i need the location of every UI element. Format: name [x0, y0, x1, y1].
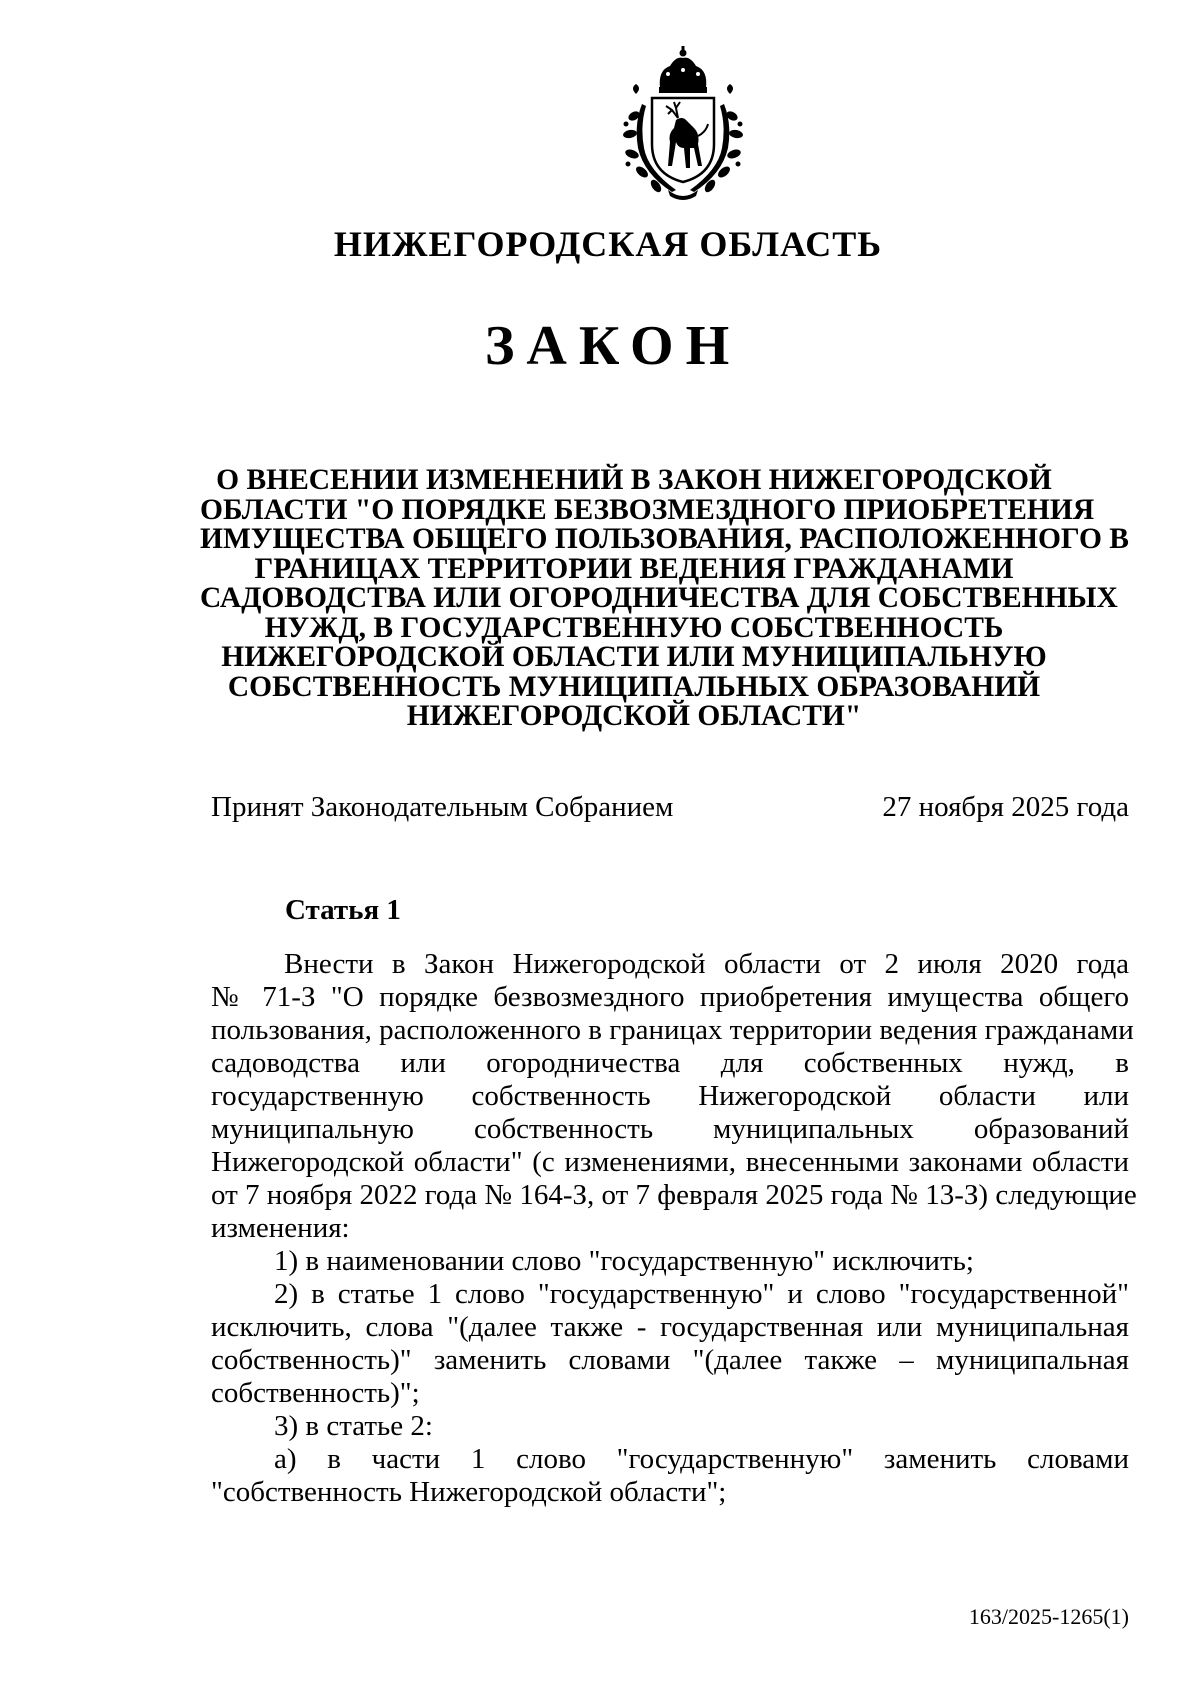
law-title-line: НИЖЕГОРОДСКОЙ ОБЛАСТИ ИЛИ МУНИЦИПАЛЬНУЮ — [221, 641, 1047, 673]
article-text-line: от 7 ноября 2022 года № 164-З, от 7 февраля 2025 года № 13-З) следующие — [211, 1179, 1137, 1211]
law-title-line: ОБЛАСТИ "О ПОРЯДКЕ БЕЗВОЗМЕЗДНОГО ПРИОБРЕТЕНИЯ — [200, 493, 1095, 526]
article-text-line: № 71-З "О порядке безвозмездного приобретения имущества общего — [211, 981, 1129, 1013]
crown-icon — [633, 46, 733, 94]
article-text-line: садоводства или огородничества для собственных нужд, в — [211, 1047, 1129, 1079]
law-title-line: СОБСТВЕННОСТЬ МУНИЦИПАЛЬНЫХ ОБРАЗОВАНИЙ — [227, 670, 1041, 703]
article-text-line: собственность)"; — [211, 1377, 420, 1409]
article-item: 1) в наименовании слово "государственную" исключить; — [274, 1245, 974, 1277]
law-title-line: ИМУЩЕСТВА ОБЩЕГО ПОЛЬЗОВАНИЯ, РАСПОЛОЖЕННОГО В — [200, 523, 1129, 555]
article-heading: Статья 1 — [285, 894, 401, 926]
article-body — [211, 948, 1137, 1509]
article-subitem: а) в части 1 слово "государственную" заменить словами — [274, 1443, 1129, 1475]
article-text-line: муниципальную собственность муниципальных образований — [211, 1113, 1129, 1145]
article-text-line: государственную собственность Нижегородской области или — [211, 1080, 1129, 1112]
adoption-text: Принят Законодательным Собранием — [211, 791, 674, 823]
law-title — [200, 464, 1129, 732]
article-text-line: пользования, расположенного в границах территории ведения гражданами — [211, 1014, 1134, 1046]
article-text-line: исключить, слова "(далее также - государственная или муниципальная — [211, 1311, 1129, 1343]
article-text-line: изменения: — [211, 1212, 350, 1244]
article-text-line: Внести в Закон Нижегородской области от 2 июля 2020 года — [284, 948, 1129, 980]
law-title-line: НИЖЕГОРОДСКОЙ ОБЛАСТИ" — [406, 700, 862, 732]
document-registration-code: 163/2025-1265(1) — [968, 1604, 1129, 1629]
law-title-line: О ВНЕСЕНИИ ИЗМЕНЕНИЙ В ЗАКОН НИЖЕГОРОДСКОЙ — [216, 464, 1052, 496]
article-item: 3) в статье 2: — [274, 1410, 433, 1442]
article-item: 2) в статье 1 слово "государственную" и слово "государственной" — [274, 1278, 1129, 1310]
article-text-line: Нижегородской области" (с изменениями, внесенными законами области — [211, 1146, 1129, 1178]
law-title-line: НУЖД, В ГОСУДАРСТВЕННУЮ СОБСТВЕННОСТЬ — [264, 611, 1004, 644]
shield-icon — [652, 98, 714, 182]
law-title-line: ГРАНИЦАХ ТЕРРИТОРИИ ВЕДЕНИЯ ГРАЖДАНАМИ — [254, 552, 1014, 585]
document-type: ЗАКОН — [484, 315, 742, 377]
law-title-line: САДОВОДСТВА ИЛИ ОГОРОДНИЧЕСТВА ДЛЯ СОБСТВЕННЫХ — [200, 582, 1118, 614]
article-text-line: "собственность Нижегородской области"; — [211, 1476, 727, 1508]
adoption-line — [211, 793, 1129, 822]
article-text-line: собственность)" заменить словами "(далее также – муниципальная — [211, 1344, 1129, 1376]
region-name: НИЖЕГОРОДСКАЯ ОБЛАСТЬ — [333, 224, 883, 264]
coat-of-arms-emblem — [612, 44, 754, 204]
adoption-date: 27 ноября 2025 года — [882, 791, 1129, 823]
